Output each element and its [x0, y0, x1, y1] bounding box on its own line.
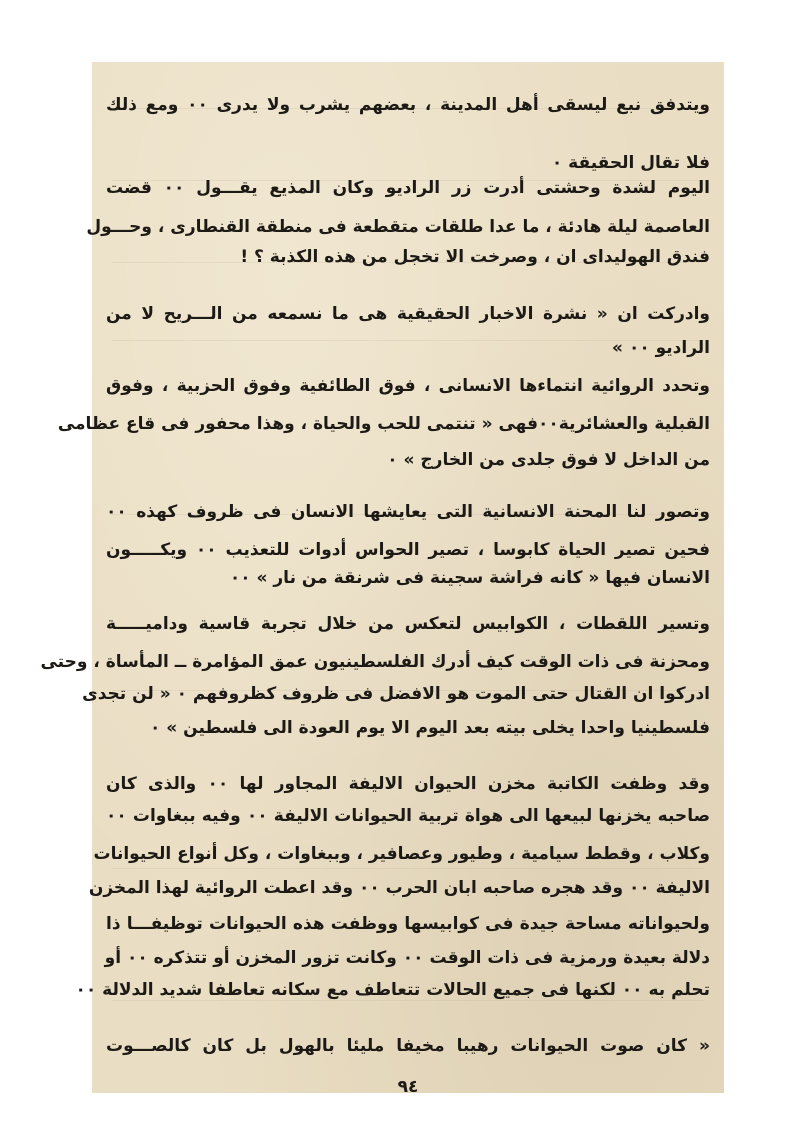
page-number: ٩٤ [397, 1077, 419, 1097]
text-line: فندق الهوليداى ان ، وصرخت الا تخجل من هذه الكذبة ؟ ! [240, 247, 710, 267]
text-line: وتصور لنا المحنة الانسانية التى يعايشها الانسان فى ظروف كهذه ٠٠ [106, 502, 710, 522]
text-line: وادركت ان « نشرة الاخبار الحقيقية هى ما نسمعه من الـــريح لا من [106, 304, 710, 324]
text-line: تحلم به ٠٠ لكنها فى جميع الحالات تتعاطف مع سكانه تعاطفا شديد الدلالة ٠٠ [75, 980, 710, 1000]
text-line: الانسان فيها « كانه فراشة سجينة فى شرنقة من نار » ٠٠ [229, 568, 710, 588]
text-line: العاصمة ليلة هادئة ، ما عدا طلقات متقطعة فى منطقة القنطارى ، وحـــول [86, 217, 710, 237]
text-line: وتسير اللقطات ، الكوابيس لتعكس من خلال تجربة قاسية وداميـــــة [106, 614, 710, 634]
text-line: ومحزنة فى ذات الوقت كيف أدرك الفلسطينيون عمق المؤامرة ــ المأساة ، وحتى [40, 652, 710, 672]
text-line: ويتدفق نبع ليسقى أهل المدينة ، بعضهم يشرب ولا يدرى ٠٠ ومع ذلك [106, 95, 710, 115]
text-line: صاحبه يخزنها لبيعها الى هواة تربية الحيوانات الاليفة ٠٠ وفيه ببغاوات ٠٠ [106, 806, 710, 826]
text-line: ولحيواناته مساحة جيدة فى كوابيسها ووظفت هذه الحيوانات توظيفـــا ذا [106, 914, 710, 934]
text-line: الاليفة ٠٠ وقد هجره صاحبه ابان الحرب ٠٠ وقد اعطت الروائية لهذا المخزن [88, 878, 710, 898]
text-line: القبلية والعشائرية٠٠فهى « تنتمى للحب والحياة ، وهذا محفور فى قاع عظامى [57, 414, 710, 434]
text-line: الراديو ٠٠ » [612, 338, 710, 358]
text-line: « كان صوت الحيوانات رهيبا مخيفا مليئا بالهول بل كان كالصـــوت [106, 1036, 710, 1056]
text-line: ادركوا ان القتال حتى الموت هو الافضل فى ظروف كظروفهم ٠ « لن تجدى [82, 684, 710, 704]
text-line: وقد وظفت الكاتبة مخزن الحيوان الاليفة المجاور لها ٠٠ والذى كان [106, 774, 710, 794]
text-line: فلسطينيا واحدا يخلى بيته بعد اليوم الا يوم العودة الى فلسطين » ٠ [149, 718, 710, 738]
text-line: دلالة بعيدة ورمزية فى ذات الوقت ٠٠ وكانت تزور المخزن أو تتذكره ٠٠ أو [104, 948, 710, 968]
text-line: فحين تصير الحياة كابوسا ، تصير الحواس أدوات للتعذيب ٠٠ ويكـــــون [106, 540, 710, 560]
scanned-page [40, 62, 724, 1097]
text-line: وكلاب ، وقطط سيامية ، وطيور وعصافير ، وببغاوات ، وكل أنواع الحيوانات [93, 844, 710, 864]
text-line: من الداخل لا فوق جلدى من الخارج » ٠ [387, 450, 710, 470]
text-line: وتحدد الروائية انتماءها الانسانى ، فوق الطائفية وفوق الحزبية ، وفوق [106, 376, 710, 396]
body-text [40, 62, 724, 1097]
text-line: فلا تقال الحقيقة ٠ [551, 153, 710, 173]
text-line: اليوم لشدة وحشتى أدرت زر الراديو وكان المذيع يقـــول ٠٠ قضت [106, 178, 711, 198]
